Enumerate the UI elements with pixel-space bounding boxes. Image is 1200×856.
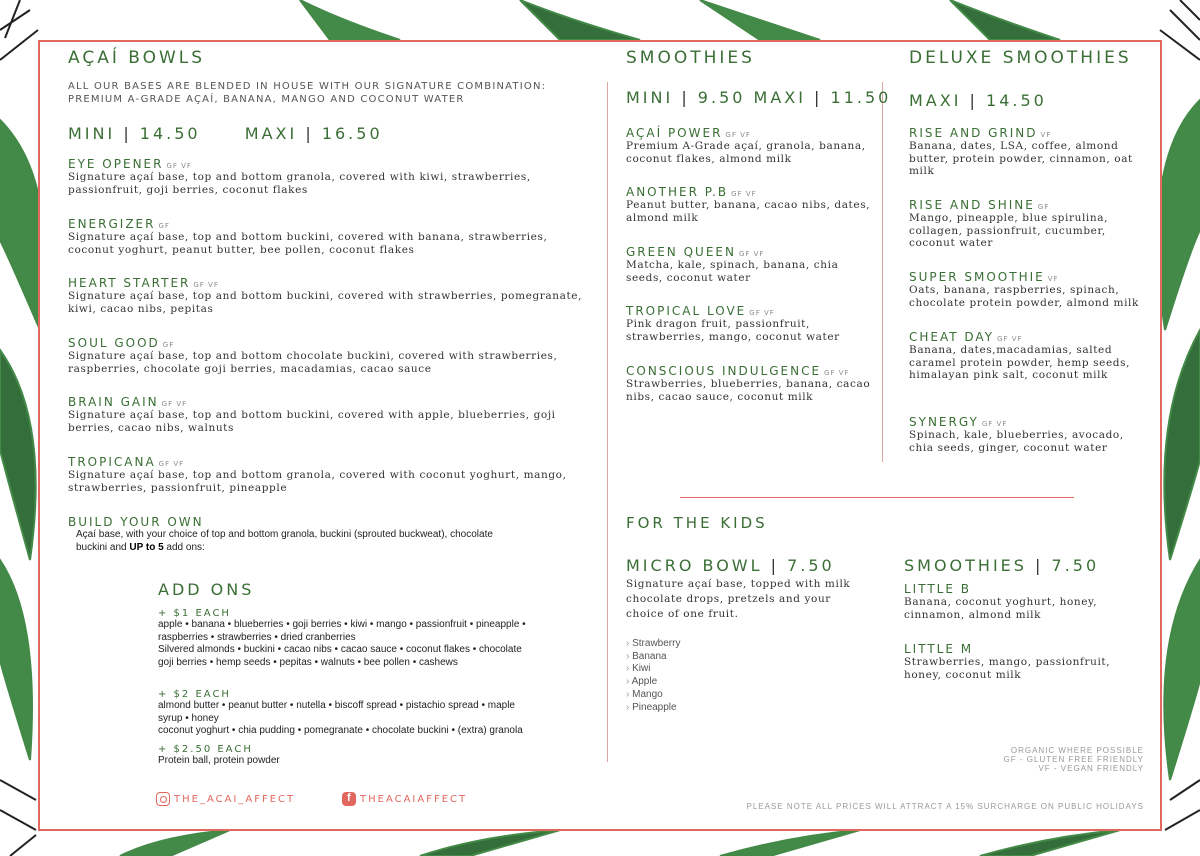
item-desc: Banana, coconut yoghurt, honey, cinnamon, almond milk [904, 596, 1098, 621]
item-name: TROPICAL LOVE [626, 304, 747, 318]
facebook-icon [342, 792, 356, 806]
kids-smoothies-header: SMOOTHIES | 7.50 [904, 556, 1100, 575]
item-name: CONSCIOUS INDULGENCE [626, 364, 822, 378]
list-item [909, 198, 1149, 270]
item-desc: Peanut butter, banana, cacao nibs, dates, almond milk [626, 199, 871, 224]
micro-bowl-title: MICRO BOWL [626, 556, 763, 575]
item-desc: Banana, dates,macadamias, salted caramel protein powder, hemp seeds, himalayan pink salt, coconut milk [909, 344, 1131, 382]
list-item [909, 330, 1149, 415]
smoothies-list [626, 126, 871, 403]
item-name: RISE AND SHINE [909, 198, 1035, 212]
list-item: › Kiwi [626, 663, 680, 676]
smoothies-price-row: MINI | 9.50 MAXI | 11.50 [626, 88, 892, 107]
item-name: BRAIN GAIN [68, 395, 159, 409]
acai-intro: ALL OUR BASES ARE BLENDED IN HOUSE WITH OUR SIGNATURE COMBINATION: PREMIUM A-GRADE AÇAÍ, BANANA, MANGO AND COCONUT WATER [68, 81, 547, 105]
item-name: EYE OPENER [68, 157, 164, 171]
micro-bowl-desc: Signature açaí base, topped with milk chocolate drops, pretzels and your choice of one fruit. [626, 578, 851, 620]
item-name: AÇAÍ POWER [626, 126, 723, 140]
addon-group [158, 744, 598, 768]
acai-price-row: MINI | 14.50 MAXI | 16.50 [68, 124, 383, 143]
note-organic: ORGANIC WHERE POSSIBLE [1010, 746, 1144, 755]
list-item [68, 455, 588, 515]
addon-line: apple • banana • blueberries • goji berries • kiwi • mango • passionfruit • pineapple • [158, 619, 526, 630]
list-item: › Pineapple [626, 702, 680, 715]
item-tags: GF VF [193, 281, 219, 289]
item-tags: GF VF [824, 369, 850, 377]
addon-group [158, 608, 598, 689]
addon-group-label: + $2.50 EACH [158, 744, 253, 755]
byo-desc-line-1: Açaí base, with your choice of top and bottom granola, buckini (sprouted buckweat), chocolate [76, 529, 493, 540]
item-desc: Banana, dates, LSA, coffee, almond butter, protein powder, cinnamon, oat milk [909, 140, 1133, 178]
addon-line: almond butter • peanut butter • nutella • biscoff spread • pistachio spread • maple [158, 700, 515, 711]
kids-smoothies-title: SMOOTHIES [904, 556, 1027, 575]
deluxe-smoothies-title: DELUXE SMOOTHIES [909, 48, 1132, 68]
kids-title: FOR THE KIDS [626, 514, 768, 532]
item-name: CHEAT DAY [909, 330, 995, 344]
item-desc: Premium A-Grade açaí, granola, banana, coconut flakes, almond milk [626, 140, 866, 165]
item-name: HEART STARTER [68, 276, 191, 290]
micro-bowl-header: MICRO BOWL | 7.50 [626, 556, 835, 575]
note-vf: VF - VEGAN FRIENDLY [1038, 764, 1144, 773]
build-your-own [68, 515, 588, 554]
acai-list [68, 157, 588, 554]
addon-group-label: + $1 EACH [158, 608, 231, 619]
facebook-link[interactable] [342, 792, 467, 806]
addon-line: Silvered almonds • buckini • cacao nibs • cacao sauce • coconut flakes • chocolate [158, 644, 522, 656]
item-name: ANOTHER P.B [626, 185, 729, 199]
addon-group-label: + $2 EACH [158, 689, 231, 700]
list-item [904, 642, 1144, 681]
maxi-price: 11.50 [830, 88, 892, 107]
item-tags: GF VF [738, 250, 765, 258]
addon-line: raspberries • strawberries • dried cranberries [158, 631, 356, 643]
micro-bowl-price: 7.50 [787, 556, 835, 575]
item-name: GREEN QUEEN [626, 245, 736, 259]
kids-smoothies-price: 7.50 [1051, 556, 1100, 575]
list-item [68, 157, 588, 217]
mini-label: MINI [626, 88, 674, 107]
item-name: LITTLE M [904, 642, 974, 656]
addon-group [158, 689, 598, 744]
instagram-link[interactable] [156, 792, 295, 806]
acai-bowls-title: AÇAÍ BOWLS [68, 48, 206, 68]
instagram-handle: THE_ACAI_AFFECT [174, 793, 296, 805]
facebook-handle: THEACAIAFFECT [360, 793, 468, 805]
list-item [626, 364, 871, 403]
item-name: SUPER SMOOTHIE [909, 270, 1045, 284]
byo-desc-line-2 [76, 542, 588, 555]
list-item: › Apple [626, 676, 680, 689]
addons-title: ADD ONS [158, 580, 255, 599]
item-desc: Signature açaí base, top and bottom chocolate buckini, covered with strawberries, raspberries, chocolate goji berries, macadamias, cacao sauce [68, 350, 558, 375]
item-tags: GF [1037, 203, 1050, 211]
menu-panel [38, 40, 1162, 831]
item-name: ENERGIZER [68, 217, 156, 231]
addons-list [158, 608, 598, 768]
byo-desc [68, 529, 588, 554]
list-item [909, 415, 1149, 454]
smoothies-title: SMOOTHIES [626, 48, 755, 68]
item-tags: GF VF [166, 162, 192, 170]
item-desc: Strawberries, mango, passionfruit, honey, coconut milk [904, 656, 1111, 681]
item-desc: Pink dragon fruit, passionfruit, strawberries, mango, coconut water [626, 318, 840, 343]
item-name: SYNERGY [909, 415, 979, 429]
maxi-label: MAXI [244, 124, 298, 143]
maxi-label: MAXI [753, 88, 806, 107]
byo-text: buckini and [76, 541, 130, 553]
addon-line: syrup • honey [158, 712, 219, 724]
item-desc: Matcha, kale, spinach, banana, chia seeds, coconut water [626, 259, 839, 284]
list-item [904, 582, 1144, 642]
divider-vertical [607, 82, 608, 762]
deluxe-price-row: MAXI | 14.50 [909, 91, 1047, 110]
list-item: › Strawberry [626, 638, 680, 651]
byo-limit: UP to 5 [129, 541, 164, 553]
mini-label: MINI [68, 124, 116, 143]
item-desc: Spinach, kale, blueberries, avocado, chia seeds, ginger, coconut water [909, 429, 1124, 454]
item-tags: GF VF [161, 400, 188, 408]
item-desc: Signature açaí base, top and bottom granola, covered with kiwi, strawberries, passionfruit, goji berries, coconut flakes [68, 171, 531, 196]
deluxe-list [909, 126, 1149, 454]
byo-title: BUILD YOUR OWN [68, 515, 204, 529]
divider-horizontal [680, 497, 1074, 498]
list-item [626, 245, 871, 304]
mini-price: 9.50 [697, 88, 746, 107]
item-tags: VF [1040, 131, 1052, 139]
dietary-notes [1004, 746, 1144, 773]
addon-line: coconut yoghurt • chia pudding • pomegranate • chocolate buckini • (extra) granola [158, 725, 523, 737]
addon-line: Protein ball, protein powder [158, 755, 280, 766]
item-desc: Signature açaí base, top and bottom buckini, covered with banana, strawberries, coconut yoghurt, peanut butter, bee pollen, coconut flakes [68, 231, 548, 256]
item-desc: Mango, pineapple, blue spirulina, collagen, passionfruit, cucumber, coconut water [909, 212, 1109, 250]
fruit-list [626, 638, 680, 714]
item-tags: GF VF [731, 190, 757, 198]
list-item [68, 336, 588, 395]
note-gf: GF - GLUTEN FREE FRIENDLY [1003, 755, 1144, 764]
list-item [626, 185, 871, 245]
list-item: › Mango [626, 689, 680, 702]
item-tags: GF [158, 222, 170, 230]
list-item [909, 126, 1149, 198]
maxi-label: MAXI [909, 91, 962, 110]
item-desc: Strawberries, blueberries, banana, cacao nibs, cacao sauce, coconut milk [626, 378, 871, 403]
list-item: › Banana [626, 651, 680, 664]
item-desc: Oats, banana, raspberries, spinach, chocolate protein powder, almond milk [909, 284, 1139, 309]
surcharge-note: PLEASE NOTE ALL PRICES WILL ATTRACT A 15% SURCHARGE ON PUBLIC HOLIDAYS [746, 802, 1144, 811]
item-tags: GF VF [981, 420, 1008, 428]
item-name: LITTLE B [904, 582, 971, 596]
item-tags: GF VF [997, 335, 1023, 343]
item-tags: GF [162, 341, 175, 349]
maxi-price: 14.50 [986, 91, 1047, 110]
item-tags: GF VF [749, 309, 775, 317]
list-item [626, 126, 871, 185]
addon-line: goji berries • hemp seeds • pepitas • walnuts • bee pollen • cashews [158, 656, 458, 668]
item-name: SOUL GOOD [68, 336, 160, 350]
mini-price: 14.50 [139, 124, 201, 143]
item-tags: VF [1047, 275, 1059, 283]
byo-text-end: add ons: [163, 541, 205, 553]
list-item [68, 276, 588, 336]
item-tags: GF VF [725, 131, 751, 139]
list-item [626, 304, 871, 364]
item-name: RISE AND GRIND [909, 126, 1038, 140]
instagram-icon [156, 792, 170, 806]
item-name: TROPICANA [68, 455, 156, 469]
item-desc: Signature açaí base, top and bottom granola, covered with coconut yoghurt, mango, strawberries, passionfruit, pineapple [68, 469, 567, 494]
list-item [68, 395, 588, 455]
kids-smoothies-list [904, 582, 1144, 681]
list-item [909, 270, 1149, 330]
divider-vertical [882, 82, 883, 462]
maxi-price: 16.50 [321, 124, 383, 143]
list-item [68, 217, 588, 276]
item-desc: Signature açaí base, top and bottom buckini, covered with strawberries, pomegranate, kiwi, cacao nibs, pepitas [68, 290, 583, 315]
item-tags: GF VF [158, 460, 185, 468]
item-desc: Signature açaí base, top and bottom buckini, covered with apple, blueberries, goji berries, cacao nibs, walnuts [68, 409, 556, 434]
